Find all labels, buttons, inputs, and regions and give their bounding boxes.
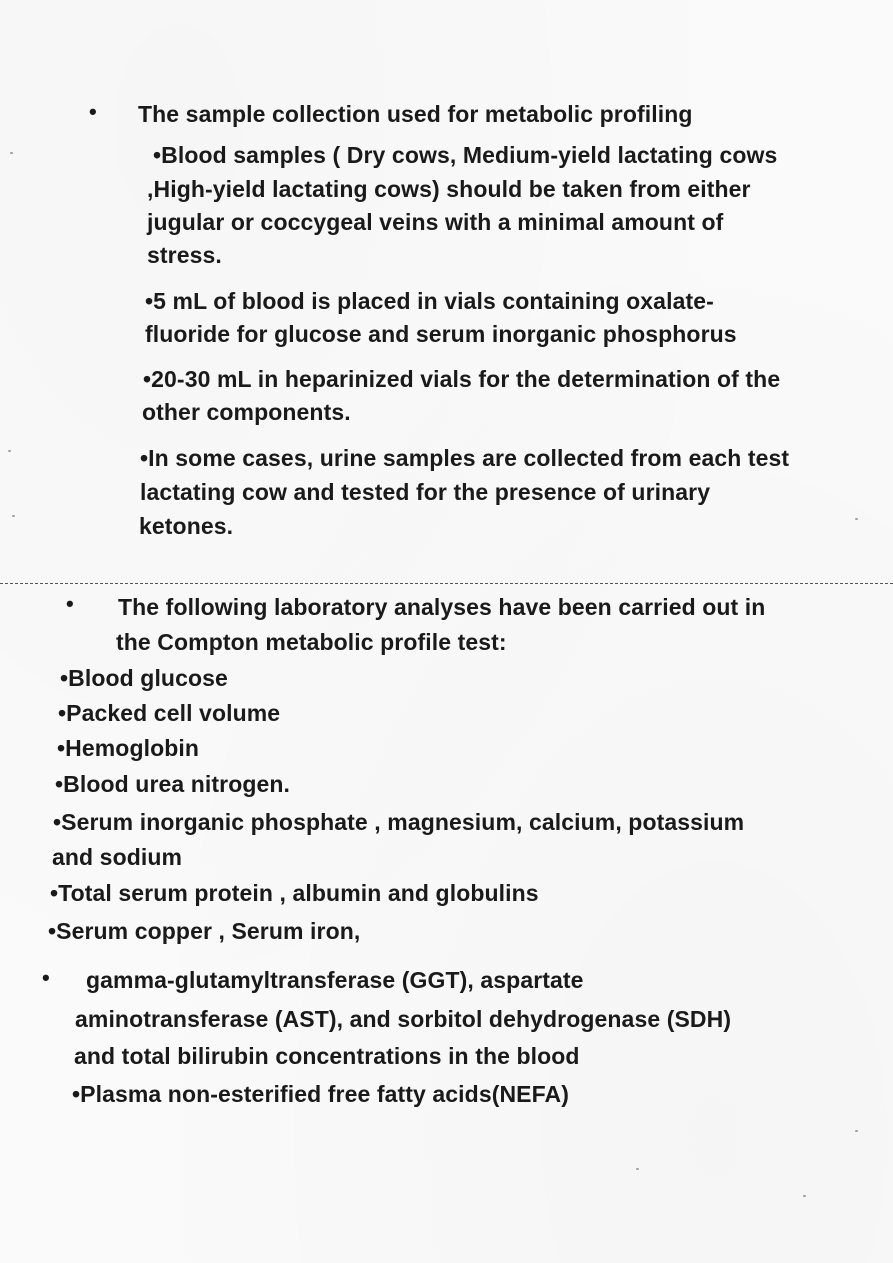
section2-item: •Serum inorganic phosphate , magnesium, calcium, potassium xyxy=(53,809,745,835)
section1-item3-line2: other components. xyxy=(142,399,351,425)
section2-heading-line1: The following laboratory analyses have been carried out in xyxy=(118,594,766,620)
section3-bullet: • xyxy=(42,965,50,990)
section3-line4: •Plasma non-esterified free fatty acids(NEFA) xyxy=(72,1081,569,1107)
section1-item4-line2: lactating cow and tested for the presence of urinary xyxy=(140,479,711,505)
section1-item1-line4: stress. xyxy=(147,242,222,268)
scan-speck xyxy=(855,1130,858,1132)
section3-line3: and total bilirubin concentrations in the blood xyxy=(74,1043,580,1069)
scan-speck xyxy=(855,518,858,520)
section1-item4-line1: •In some cases, urine samples are collected from each test xyxy=(140,445,790,471)
section3-line1: gamma-glutamyltransferase (GGT), aspartate xyxy=(86,967,584,993)
section2-item: •Hemoglobin xyxy=(57,735,200,761)
section2-bullet: • xyxy=(66,591,74,616)
section1-item1-line1: •Blood samples ( Dry cows, Medium-yield lactating cows xyxy=(153,142,778,168)
section1-item2-line2: fluoride for glucose and serum inorganic phosphorus xyxy=(145,321,737,347)
section2-heading-line2: the Compton metabolic profile test: xyxy=(116,629,507,655)
section1-item4-line3: ketones. xyxy=(139,513,234,539)
section1-item3-line1: •20-30 mL in heparinized vials for the determination of the xyxy=(143,366,781,392)
section2-item: •Blood glucose xyxy=(60,665,228,691)
scan-speck xyxy=(10,152,13,154)
scan-speck xyxy=(8,450,11,452)
section1-heading: The sample collection used for metabolic profiling xyxy=(138,101,693,127)
section1-item1-line3: jugular or coccygeal veins with a minimal amount of xyxy=(147,209,724,235)
section1-item2-line1: •5 mL of blood is placed in vials containing oxalate- xyxy=(145,288,714,314)
section2-item: •Total serum protein , albumin and globulins xyxy=(50,880,539,906)
section2-item: •Serum copper , Serum iron, xyxy=(48,918,361,944)
section2-item: and sodium xyxy=(52,844,183,870)
section1-item1-line2: ,High-yield lactating cows) should be taken from either xyxy=(147,176,751,202)
section-divider xyxy=(0,583,893,584)
section3-line2: aminotransferase (AST), and sorbitol dehydrogenase (SDH) xyxy=(75,1006,732,1032)
section1-bullet: • xyxy=(89,99,97,124)
scan-speck xyxy=(636,1168,639,1170)
section2-item: •Blood urea nitrogen. xyxy=(55,771,291,797)
section2-item: •Packed cell volume xyxy=(58,700,281,726)
scan-speck xyxy=(12,515,15,517)
scan-speck xyxy=(803,1195,806,1197)
